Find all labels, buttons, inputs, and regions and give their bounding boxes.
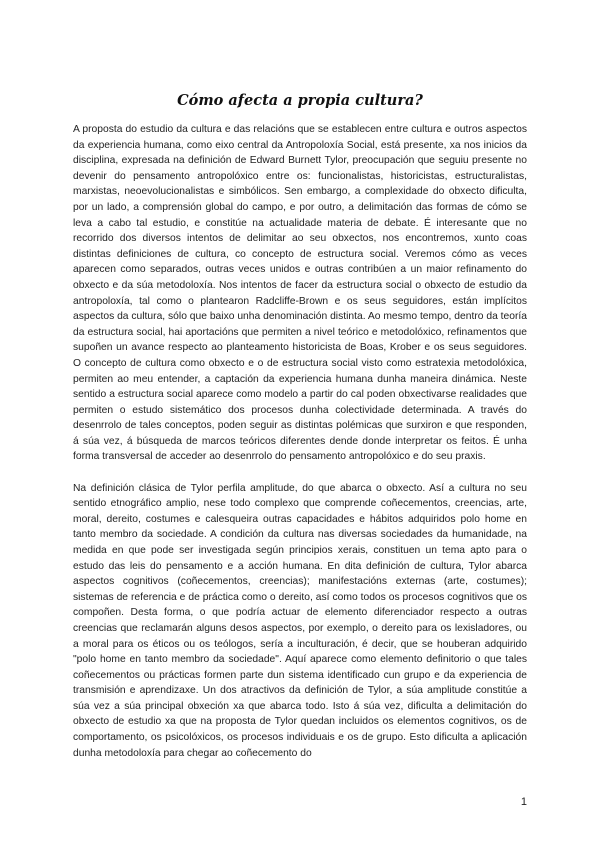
paragraph-2: Na definición clásica de Tylor perfila amplitude, do que abarca o obxecto. Así a cultura no seu sentido etnográfico amplio, nese todo complexo que comprende coñecementos, creencias, arte, moral, dereito, costumes e calesqueira outras capacidades e hábitos adquiridos polo home en tanto membro da sociedade. A condición da cultura nas diversas sociedades da humanidade, na medida en que pode ser investigada según principios xerais, constituen un tema apto para o estudo das leis do pensamento e a acción humana. En dita definición de cultura, Tylor abarca aspectos cognitivos (coñecementos, creencias); manifestacións externas (arte, costumes); sistemas de referencia e de práctica como o dereito, así como todos os procesos cognitivos que os compoñen. Desta forma, o que podría actuar de elemento diferenciador respecto a outras creencias que reclamarán alguns desos aspectos, por exemplo, o dereito para os lexisladores, ou a moral para os éticos ou os teólogos, sería a inculturación, é decir, que se houberan adquirido "polo home en tanto membro da sociedade". Aquí aparece como elemento definitorio o que tales coñecementos ou prácticas formen parte dun sistema identificado cun grupo e da experiencia de transmisión e aprendizaxe. Un dos atractivos da definición de Tylor, a súa amplitude constitúe a súa vez a súa principal obxeción xa que abarca todo. Isto á súa vez, dificulta a delimitación do obxecto de estudio xa que na proposta de Tylor quedan incluidos os elementos cognitivos, os de comportamento, os psicolóxicos, os procesos individuais e os de grupo. Esto dificulta a aplicación dunha metodoloxía para chegar ao coñecemento do	[73, 482, 527, 759]
paragraph-1: A proposta do estudio da cultura e das relacións que se establecen entre cultura e outros aspectos da experiencia humana, como eixo central da Antropoloxía Social, está presente, xa nos inicios da disciplina, expresada na definición de Edward Burnett Tylor, preocupación que seguiu presente no devenir do pensamento antropolóxico entre os: funcionalistas, historicistas, estructuralistas, marxistas, neoevolucionalistas e simbólicos. Sen embargo, a complexidade do obxecto dificulta, por un lado, a comprensión global do campo, e por outro, a delimitación das formas de cómo se leva a cabo tal estudio, e constitúe na actualidade materia de debate. É interesante que no recorrido dos diversos intentos de delimitar ao seu obxectos, nos encontremos, xunto coas distintas definiciones de cultura, co concepto de estructura social. Veremos cómo as veces aparecen como separados, outras veces unidos e outras contribúen a un maior refinamento do obxecto e da súa metodoloxía. Nos intentos de facer da estructura social o obxecto de estudio da antropoloxía, tal como o plantearon Radcliffe-Brown e os seus seguidores, están implícitos aspectos da cultura, sólo que baixo unha denominación distinta. Ao mesmo tempo, dentro da teoría da estructura social, hai aportacións que permiten a nivel teórico e metodolóxico, refinamentos que supoñen un avance respecto ao planteamento historicista de Boas, Krober e os seus seguidores. O concepto de cultura como obxecto e o de estructura social visto como estratexia metodolóxica, permiten ao meu entender, a captación da experiencia humana dunha maneira dinámica. Neste sentido a estructura social aparece como modelo a partir do cal poden obxectivarse realidades que permiten o estudo sistemático dos procesos dunha colectividade determinada. A través do desenrrolo de tales conceptos, poden seguir as distintas polémicas que surxiron e que responden, á súa vez, á búsqueda de marcos teóricos diferentes dende donde interpretar os feitos. É unha forma transversal de acceder ao desenrrolo do pensamento antropolóxico e do seu praxis.	[73, 124, 527, 463]
document-body	[73, 122, 527, 761]
page-number: 1	[520, 796, 527, 808]
document-title: Cómo afecta a propia cultura?	[177, 92, 423, 109]
